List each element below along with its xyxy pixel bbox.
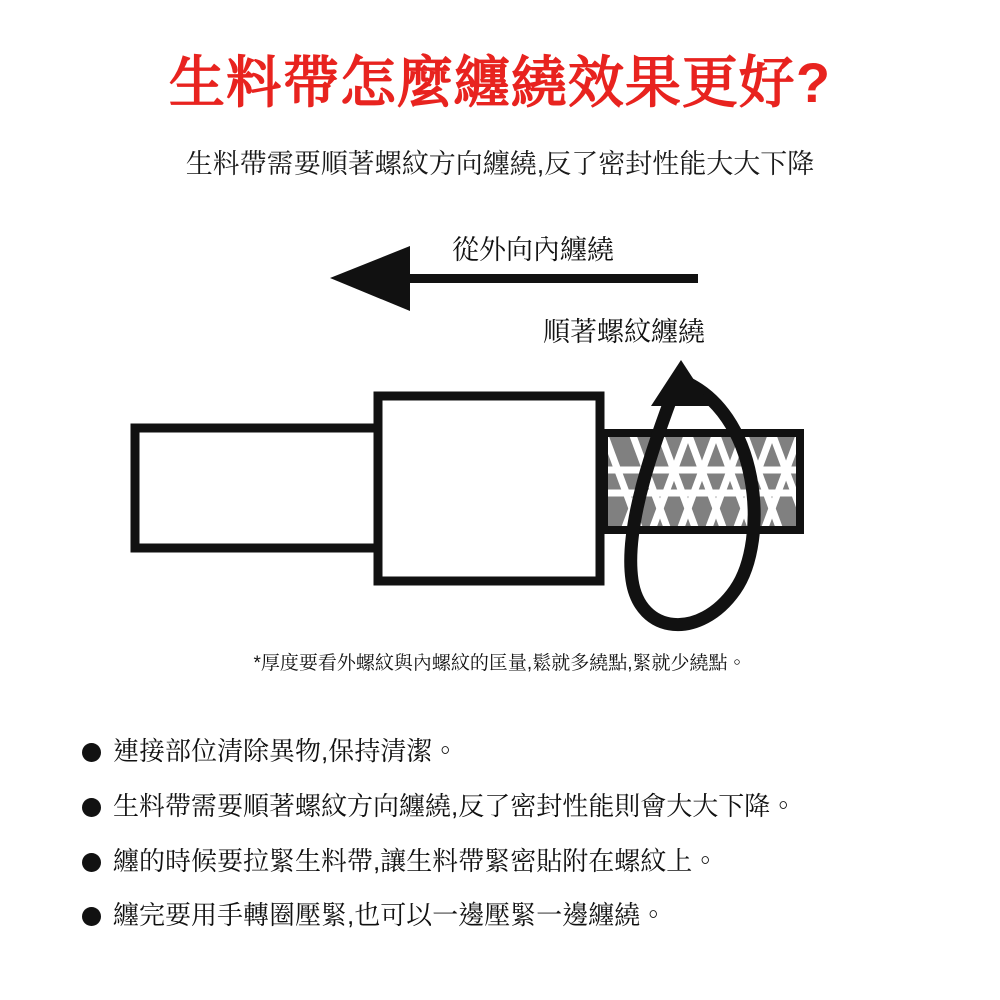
bullet-dot-icon — [82, 907, 101, 926]
thread-wrapping-diagram — [0, 210, 1000, 690]
list-item-label: 纏的時候要拉緊生料帶,讓生料帶緊密貼附在螺紋上。 — [113, 845, 719, 876]
list-item — [82, 845, 942, 879]
bullet-dot-icon — [82, 798, 101, 817]
arrow-label: 從外向內纏繞 — [452, 235, 614, 265]
pipe-large-section — [378, 396, 600, 581]
list-item-label: 纏完要用手轉圈壓緊,也可以一邊壓緊一邊纏繞。 — [113, 900, 667, 931]
pipe-small-section — [135, 428, 380, 548]
list-item-label: 生料帶需要順著螺紋方向纏繞,反了密封性能則會大大下降。 — [113, 790, 797, 821]
diagram-graphic — [0, 210, 1000, 690]
list-item — [82, 735, 942, 769]
tips-list — [82, 735, 942, 954]
bullet-dot-icon — [82, 743, 101, 762]
bullet-dot-icon — [82, 853, 101, 872]
diagram-footnote: *厚度要看外螺紋與內螺紋的匡量,鬆就多繞點,緊就少繞點。 — [253, 653, 747, 674]
list-item — [82, 899, 942, 933]
rotation-label: 順著螺紋纏繞 — [543, 317, 705, 347]
page-title: 生料帶怎麼纏繞效果更好? — [168, 51, 832, 114]
list-item-label: 連接部位清除異物,保持清潔。 — [113, 736, 459, 766]
list-item — [82, 790, 942, 824]
page-subtitle: 生料帶需要順著螺紋方向纏繞,反了密封性能大大下降 — [185, 149, 815, 179]
rotation-arrow-head-icon — [651, 360, 711, 406]
